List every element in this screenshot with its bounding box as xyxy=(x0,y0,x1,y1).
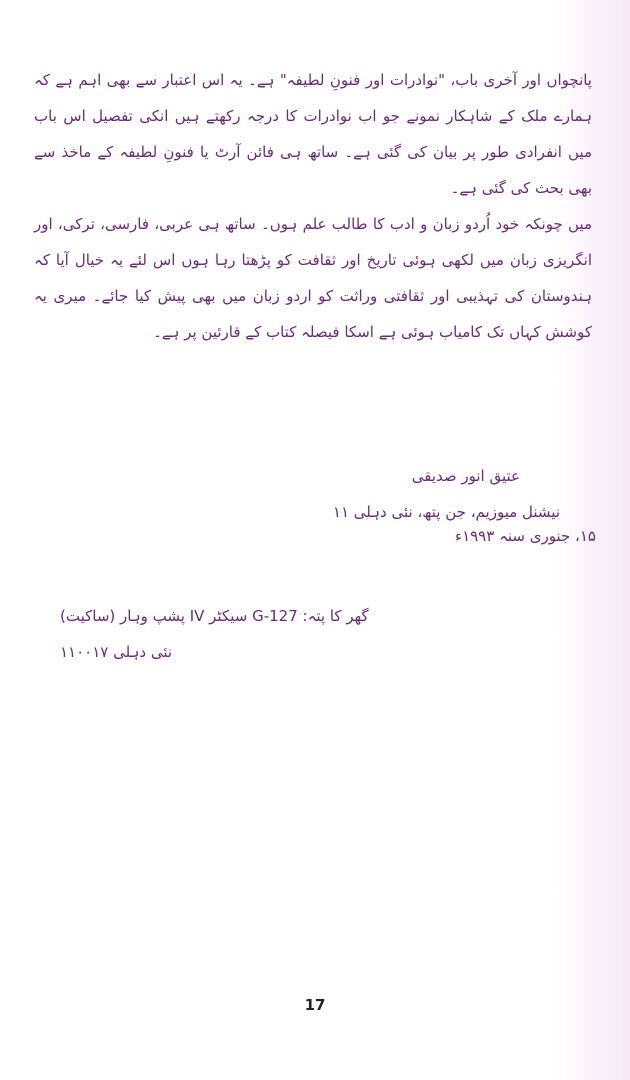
address-line-1: گھر کا پتہ: G-127 سیکٹر IV پشپ وہار (ساکیت) xyxy=(60,607,369,625)
author-place: نیشنل میوزیم، جن پتھ، نئی دہلی ۱۱ xyxy=(332,503,560,521)
signature-block xyxy=(300,458,560,530)
main-text xyxy=(34,62,592,350)
signature-date: ۱۵، جنوری سنہ ۱۹۹۳ء xyxy=(455,527,596,545)
address-line-2: نئی دہلی ۱۱۰۰۱۷ xyxy=(60,643,173,661)
home-address xyxy=(60,598,369,670)
page-number: 17 xyxy=(304,996,326,1014)
author-name: عتیق انور صدیقی xyxy=(411,467,520,485)
paragraph-2: میں چونکہ خود اُردو زبان و ادب کا طالب علم ہوں۔ ساتھ ہی عربی، فارسی، ترکی، اور انگریزی زبان میں لکھی ہوئی تاریخ اور ثقافت کو پڑھتا رہا ہوں اس لئے یہ خیال آیا کہ ہندوستان کی تہذیبی اور ثقافتی وراثت کو اردو زبان میں بھی پیش کیا جائے۔ میری یہ کوشش کہاں تک کامیاب ہوئی ہے اسکا فیصلہ کتاب کے قارئین پر ہے۔ xyxy=(34,215,592,341)
paragraph-1: پانچواں اور آخری باب، "نوادرات اور فنونِ لطیفہ" ہے۔ یہ اس اعتبار سے بھی اہم ہے کہ ہمارے ملک کے شاہکار نمونے جو اب نوادرات کا درجہ رکھتے ہیں انکی تفصیل اس باب میں انفرادی طور پر بیان کی گئی ہے۔ ساتھ ہی فائن آرٹ یا فنونِ لطیفہ کے ماخذ سے بھی بحث کی گئی ہے۔ xyxy=(34,71,592,197)
